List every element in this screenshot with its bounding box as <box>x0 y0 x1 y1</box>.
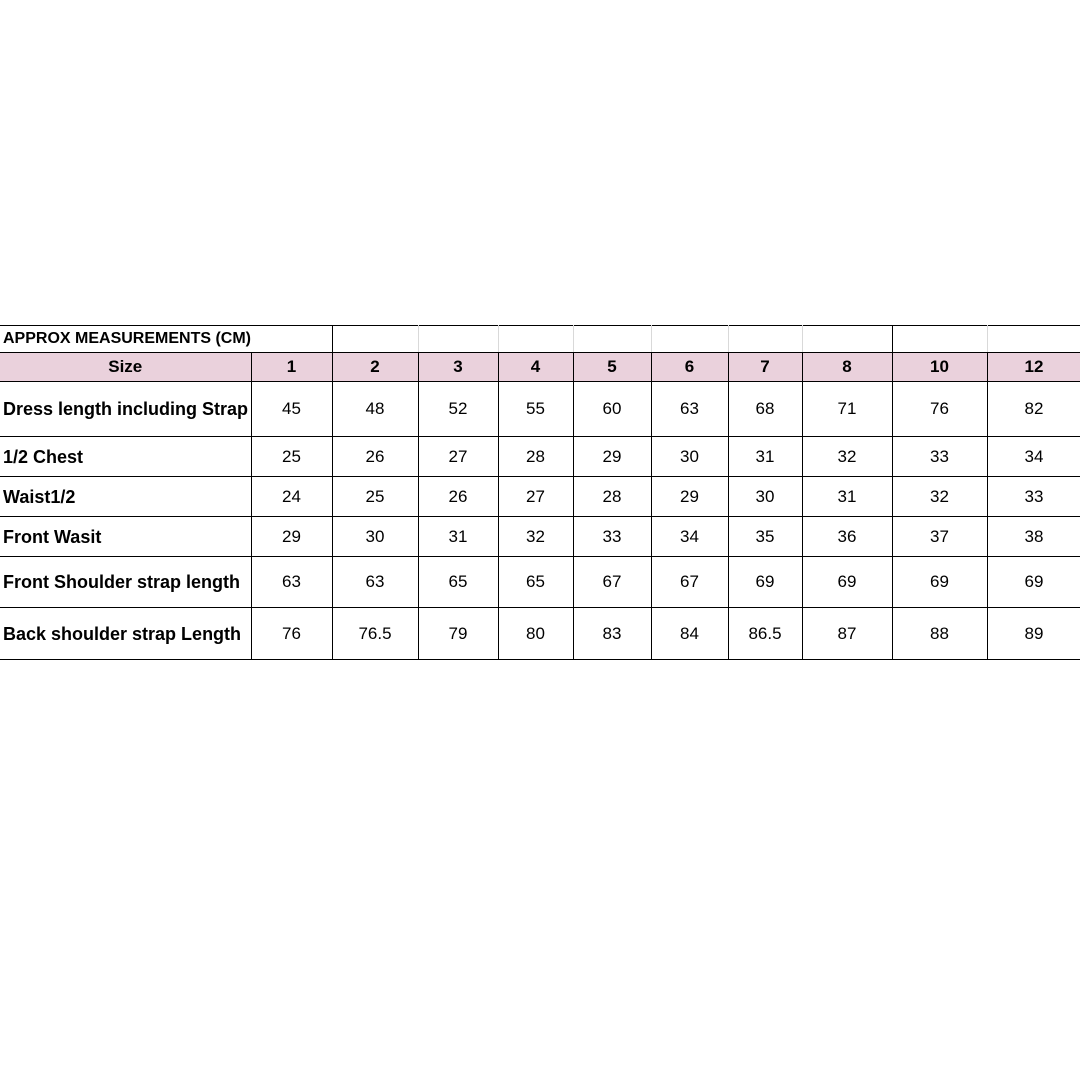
measurement-cell: 26 <box>418 477 498 517</box>
measurement-cell: 88 <box>892 608 987 660</box>
row-label: Dress length including Strap <box>0 382 251 437</box>
measurement-cell: 84 <box>651 608 728 660</box>
measurement-cell: 25 <box>251 437 332 477</box>
measurement-cell: 34 <box>651 517 728 557</box>
table-title: APPROX MEASUREMENTS (CM) <box>0 326 332 353</box>
row-label: Back shoulder strap Length <box>0 608 251 660</box>
measurement-cell: 37 <box>892 517 987 557</box>
size-header-cell: 4 <box>498 353 573 382</box>
measurement-cell: 30 <box>728 477 802 517</box>
measurement-cell: 33 <box>892 437 987 477</box>
measurement-cell: 65 <box>418 557 498 608</box>
measurements-table <box>0 325 1080 660</box>
measurement-cell: 65 <box>498 557 573 608</box>
size-header-cell: 10 <box>892 353 987 382</box>
measurement-cell: 69 <box>728 557 802 608</box>
measurement-cell: 33 <box>987 477 1080 517</box>
row-label: Front Shoulder strap length <box>0 557 251 608</box>
measurement-cell: 69 <box>892 557 987 608</box>
measurement-cell: 68 <box>728 382 802 437</box>
measurement-cell: 29 <box>573 437 651 477</box>
empty-cell <box>332 326 418 353</box>
size-header-label: Size <box>0 353 251 382</box>
measurement-cell: 29 <box>651 477 728 517</box>
title-row <box>0 326 1080 353</box>
measurement-cell: 32 <box>498 517 573 557</box>
measurement-cell: 28 <box>573 477 651 517</box>
measurement-cell: 24 <box>251 477 332 517</box>
measurement-cell: 48 <box>332 382 418 437</box>
measurement-cell: 71 <box>802 382 892 437</box>
measurement-cell: 32 <box>892 477 987 517</box>
measurement-cell: 83 <box>573 608 651 660</box>
measurement-cell: 26 <box>332 437 418 477</box>
measurement-cell: 52 <box>418 382 498 437</box>
size-header-cell: 3 <box>418 353 498 382</box>
measurement-cell: 86.5 <box>728 608 802 660</box>
table-row <box>0 608 1080 660</box>
measurement-cell: 33 <box>573 517 651 557</box>
measurement-cell: 36 <box>802 517 892 557</box>
size-header-cell: 7 <box>728 353 802 382</box>
measurement-cell: 31 <box>418 517 498 557</box>
measurement-cell: 79 <box>418 608 498 660</box>
measurement-cell: 34 <box>987 437 1080 477</box>
measurement-cell: 89 <box>987 608 1080 660</box>
measurement-cell: 28 <box>498 437 573 477</box>
measurement-cell: 82 <box>987 382 1080 437</box>
measurement-cell: 25 <box>332 477 418 517</box>
table-row <box>0 517 1080 557</box>
row-label: Waist1/2 <box>0 477 251 517</box>
row-label: 1/2 Chest <box>0 437 251 477</box>
measurement-cell: 69 <box>802 557 892 608</box>
measurement-cell: 31 <box>728 437 802 477</box>
measurement-cell: 76 <box>892 382 987 437</box>
size-header-cell: 6 <box>651 353 728 382</box>
measurement-cell: 87 <box>802 608 892 660</box>
measurement-cell: 76 <box>251 608 332 660</box>
empty-cell <box>573 326 651 353</box>
size-header-cell: 5 <box>573 353 651 382</box>
empty-cell <box>498 326 573 353</box>
table-row <box>0 557 1080 608</box>
size-header-cell: 8 <box>802 353 892 382</box>
measurement-cell: 45 <box>251 382 332 437</box>
measurement-cell: 63 <box>332 557 418 608</box>
empty-cell <box>728 326 802 353</box>
measurement-cell: 32 <box>802 437 892 477</box>
measurement-cell: 63 <box>651 382 728 437</box>
measurement-cell: 30 <box>651 437 728 477</box>
empty-cell <box>802 326 892 353</box>
measurement-cell: 29 <box>251 517 332 557</box>
empty-cell <box>987 326 1080 353</box>
measurement-cell: 31 <box>802 477 892 517</box>
measurement-cell: 35 <box>728 517 802 557</box>
measurement-cell: 60 <box>573 382 651 437</box>
measurement-cell: 55 <box>498 382 573 437</box>
measurement-cell: 27 <box>498 477 573 517</box>
row-label: Front Wasit <box>0 517 251 557</box>
size-header-row <box>0 353 1080 382</box>
measurement-cell: 76.5 <box>332 608 418 660</box>
measurement-cell: 67 <box>573 557 651 608</box>
measurement-cell: 63 <box>251 557 332 608</box>
size-header-cell: 2 <box>332 353 418 382</box>
measurement-cell: 27 <box>418 437 498 477</box>
table-row <box>0 477 1080 517</box>
size-header-cell: 12 <box>987 353 1080 382</box>
table-row <box>0 382 1080 437</box>
measurement-cell: 38 <box>987 517 1080 557</box>
size-header-cell: 1 <box>251 353 332 382</box>
empty-cell <box>651 326 728 353</box>
measurement-cell: 69 <box>987 557 1080 608</box>
table-row <box>0 437 1080 477</box>
measurement-cell: 67 <box>651 557 728 608</box>
measurement-cell: 80 <box>498 608 573 660</box>
measurement-cell: 30 <box>332 517 418 557</box>
empty-cell <box>418 326 498 353</box>
empty-cell <box>892 326 987 353</box>
